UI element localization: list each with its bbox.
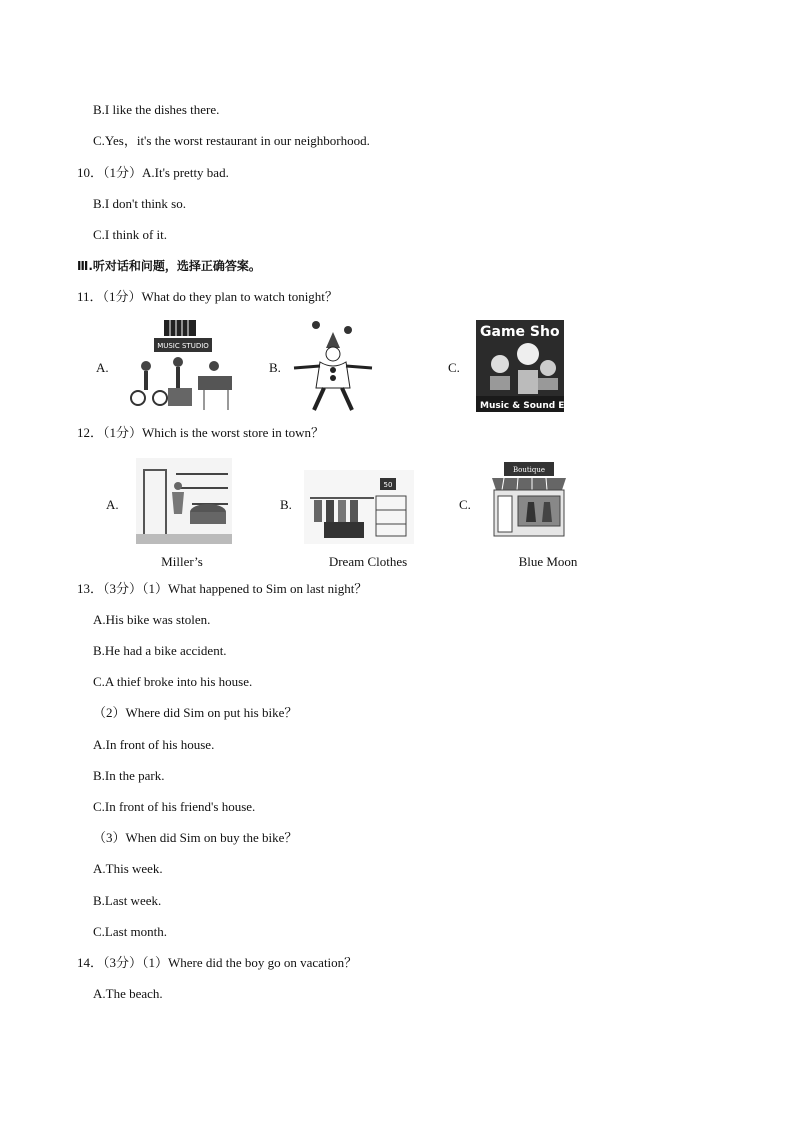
q11-letter-c: C. [448,360,460,375]
music-studio-picture [124,318,236,412]
q11-letter-b: B. [269,360,281,375]
millers-caption: Miller’s [161,554,203,569]
game-show-picture [476,320,578,412]
q14-stem: 14．（3分）（1）Where did the boy go on vacation？ [77,955,358,970]
clown-picture [290,318,376,414]
q13-3-option-a: A.This week. [93,861,163,876]
dream-clothes-picture [304,470,414,544]
q13-1-option-c: C.A thief broke into his house. [93,674,253,689]
q12-stem: 12．（1分）Which is the worst store in town？ [77,425,324,440]
q13-stem: 13．（3分）（1）What happened to Sim on last night？ [77,581,368,596]
music-studio-sign: MUSIC STUDIO [157,342,209,350]
q10-option-b: B.I don't think so. [93,196,186,211]
blue-moon-sign: Boutique [512,466,546,474]
dream-clothes-sign: 50 [383,481,393,489]
q14-1-option-a: A.The beach. [93,986,163,1001]
q9-option-b: B.I like the dishes there. [93,102,220,117]
q13-3-stem: （3）When did Sim on buy the bike？ [93,830,298,845]
blue-moon-caption: Blue Moon [518,554,578,569]
q13-3-option-b: B.Last week. [93,893,162,908]
q10-option-c: C.I think of it. [93,227,168,242]
q13-2-option-b: B.In the park. [93,768,165,783]
blue-moon-store-picture [490,460,568,538]
q11-stem: 11．（1分）What do they plan to watch tonight？ [77,289,338,304]
section-heading: Ⅲ.听对话和问题，选择正确答案。 [77,259,261,273]
game-show-title: Game Sho [480,324,560,340]
q11-letter-a: A. [96,360,109,375]
millers-store-picture [136,452,232,544]
q12-letter-a: A. [106,497,119,512]
q13-1-option-b: B.He had a bike accident. [93,643,227,658]
q13-2-option-c: C.In front of his friend's house. [93,799,256,814]
dream-clothes-caption: Dream Clothes [328,554,408,569]
q12-letter-b: B. [280,497,292,512]
q13-3-option-c: C.Last month. [93,924,168,939]
q10-stem: 10．（1分）A.It's pretty bad. [77,165,229,180]
q13-1-option-a: A.His bike was stolen. [93,612,211,627]
q13-2-stem: （2）Where did Sim on put his bike？ [93,705,298,720]
q9-option-c: C.Yes，it's the worst restaurant in our neighborhood. [93,133,370,148]
q13-2-option-a: A.In front of his house. [93,737,215,752]
q12-letter-c: C. [459,497,471,512]
game-show-footer: Music & Sound Effe [480,401,578,411]
